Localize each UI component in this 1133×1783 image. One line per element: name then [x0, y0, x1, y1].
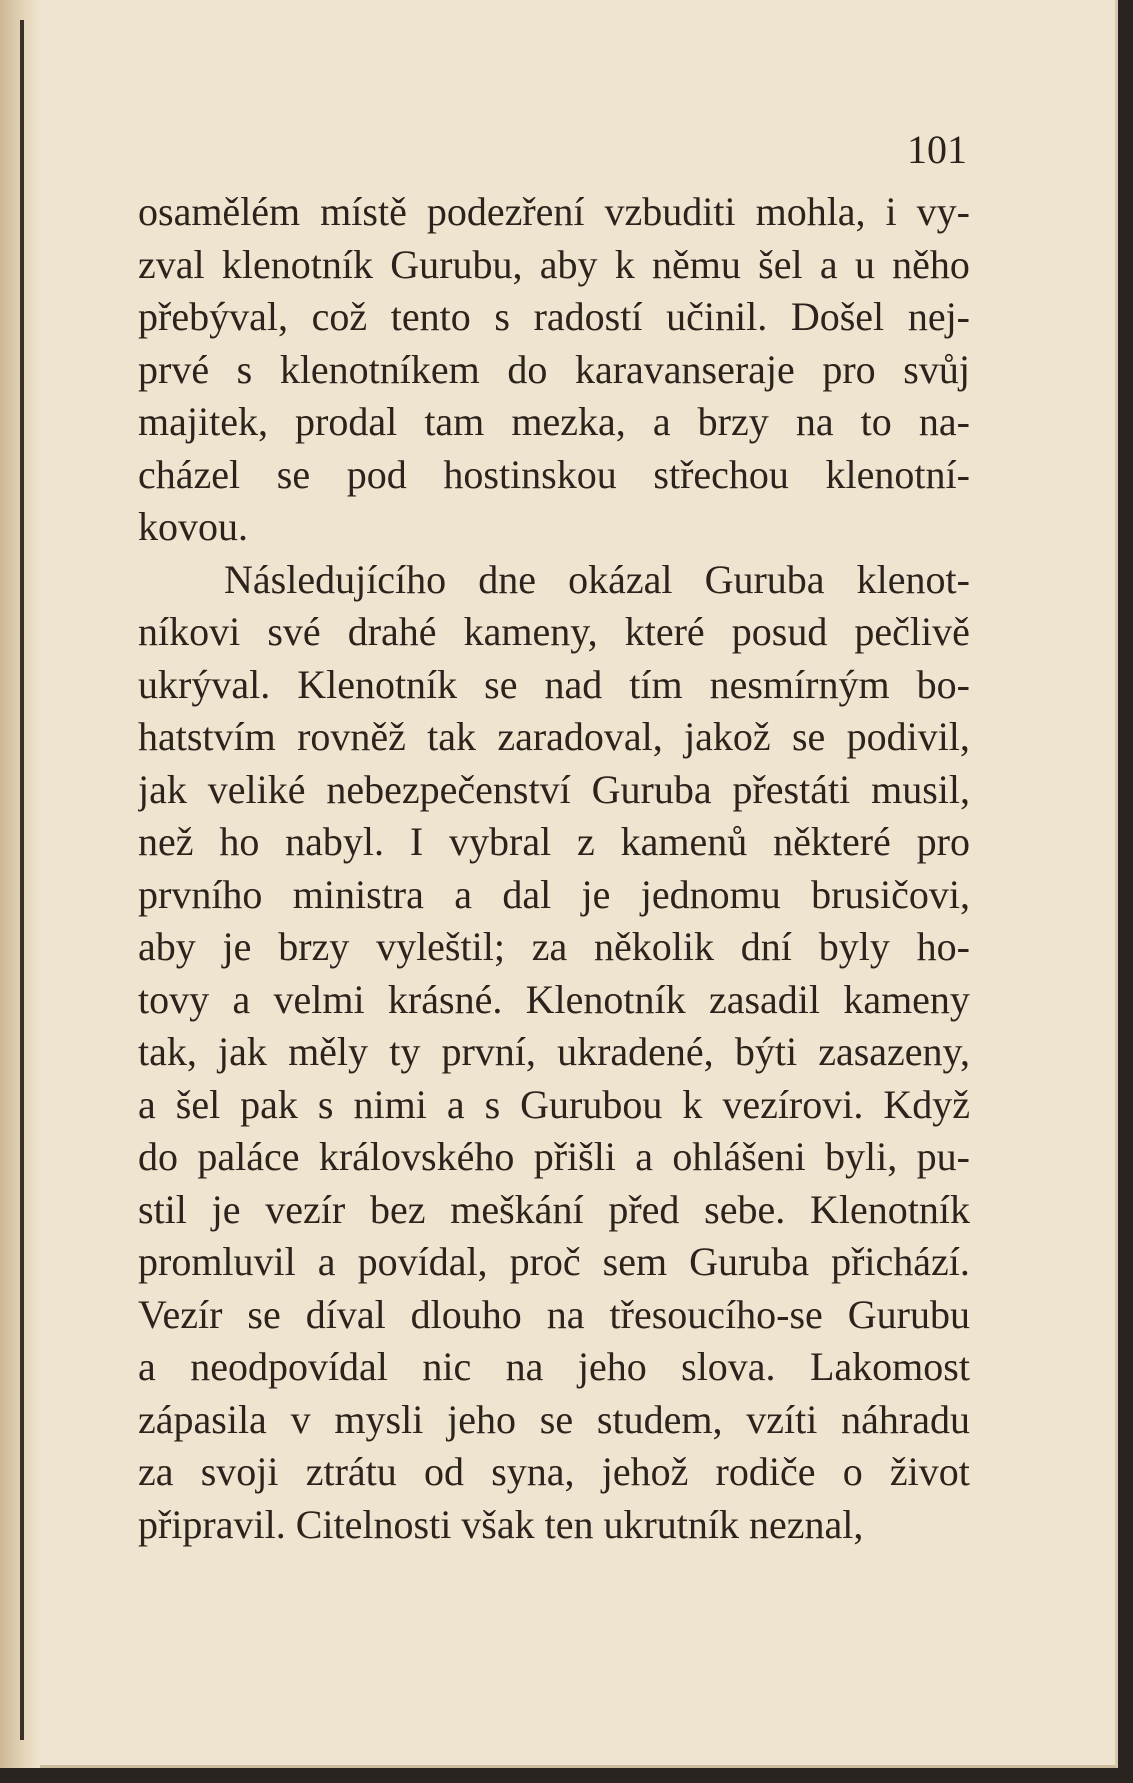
text-word: prodal	[295, 399, 398, 444]
text-word: díval	[305, 1291, 386, 1337]
text-word: studem,	[596, 1396, 723, 1442]
text-line: kovou.	[138, 504, 248, 549]
text-word: vzbuditi	[604, 189, 736, 234]
text-word: proč	[509, 1239, 581, 1284]
text-word: je	[222, 924, 252, 969]
text-line: připravil. Citelnosti však ten ukrutník neznal,	[138, 1501, 864, 1547]
text-line	[138, 1131, 970, 1184]
text-word: velmi	[273, 976, 365, 1022]
text-word: zval	[138, 241, 205, 287]
text-word: kameny	[843, 976, 970, 1022]
text-word: od	[423, 1449, 464, 1494]
text-word: královského	[318, 1134, 515, 1179]
text-word: dní	[740, 924, 792, 969]
text-word: s	[236, 346, 253, 392]
text-word: musil,	[871, 766, 970, 812]
text-word: je	[581, 871, 611, 917]
text-word: první,	[441, 1029, 536, 1074]
text-word: I	[409, 819, 424, 864]
text-word: tím	[629, 661, 683, 707]
text-word: mezka,	[511, 399, 626, 444]
text-word: býti	[734, 1029, 798, 1074]
text-word: střechou	[653, 451, 789, 497]
text-word: v	[290, 1396, 311, 1442]
text-word: což	[311, 294, 368, 339]
text-word: němu	[652, 241, 741, 287]
text-word: nimi	[353, 1081, 427, 1127]
text-word: s	[317, 1081, 334, 1127]
text-line	[138, 554, 970, 607]
text-line	[138, 606, 970, 659]
text-line	[138, 1184, 970, 1237]
text-word: Když	[883, 1081, 970, 1127]
text-word: ty	[389, 1029, 421, 1074]
text-word: hatstvím	[138, 714, 276, 759]
text-word: stil	[138, 1186, 187, 1232]
text-word: se	[247, 1291, 281, 1337]
text-word: tento	[390, 294, 471, 339]
text-word: svoji	[200, 1449, 279, 1494]
text-word: bez	[369, 1186, 426, 1232]
text-word: tam	[424, 399, 485, 444]
text-word: zasadil	[708, 976, 820, 1022]
text-word: několik	[594, 924, 715, 969]
text-word: k	[682, 1081, 703, 1127]
text-word: meškání	[450, 1186, 584, 1232]
text-word: kamenů	[620, 819, 748, 864]
text-word: ministra	[292, 871, 424, 917]
text-word: nesmírným	[709, 661, 890, 707]
text-word: mohla,	[755, 189, 866, 234]
text-word: rodiče	[715, 1449, 816, 1494]
text-word: ohlášeni	[672, 1134, 806, 1179]
text-word: šel	[758, 241, 803, 287]
text-word: a	[317, 1239, 336, 1284]
text-word: a	[819, 241, 838, 287]
text-word: místě	[320, 189, 407, 234]
text-word: bo-	[916, 661, 970, 707]
text-word: pečlivě	[854, 609, 970, 654]
text-word: podezření	[426, 189, 585, 234]
text-word: prvé	[138, 346, 210, 392]
text-line	[138, 344, 970, 397]
text-word: slova.	[681, 1344, 776, 1389]
text-word: do	[507, 346, 548, 392]
text-word: vy-	[916, 189, 970, 234]
text-word: zaradoval,	[497, 714, 663, 759]
text-word: je	[211, 1186, 241, 1232]
text-word: osamělém	[138, 189, 301, 234]
text-line	[138, 711, 970, 764]
text-word: které	[624, 609, 705, 654]
text-word: své	[267, 609, 321, 654]
text-word: za	[531, 924, 568, 969]
text-word: jakož	[684, 714, 771, 759]
text-word: a	[446, 1081, 465, 1127]
text-line	[138, 449, 970, 502]
text-word: o	[842, 1449, 863, 1494]
text-word: vybral	[449, 819, 552, 864]
text-word: krásné.	[387, 976, 503, 1022]
text-word: zasazeny,	[818, 1029, 970, 1074]
text-word: tak	[427, 714, 477, 759]
text-word: Klenotník	[297, 661, 458, 707]
text-word: svůj	[903, 346, 970, 392]
text-word: dne	[478, 556, 537, 602]
text-word: Gurubou	[520, 1081, 663, 1127]
text-word: byli,	[825, 1134, 898, 1179]
text-line	[138, 659, 970, 712]
text-word: vyleštil;	[376, 924, 505, 969]
text-line	[138, 291, 970, 344]
text-word: jeho	[577, 1344, 647, 1389]
text-word: vezírovi.	[722, 1081, 864, 1127]
text-word: přišli	[533, 1134, 616, 1179]
text-word: jak	[138, 766, 187, 812]
text-word: byly	[818, 924, 890, 969]
text-word: na	[505, 1344, 544, 1389]
text-word: sebe.	[704, 1186, 786, 1232]
text-word: aby	[138, 924, 196, 969]
text-word: a	[454, 871, 472, 917]
text-word: Klenotník	[525, 976, 686, 1022]
body-text	[138, 186, 970, 1551]
text-word: cházel	[138, 451, 241, 497]
text-word: k	[614, 241, 635, 287]
text-word: drahé	[347, 609, 437, 654]
text-line	[138, 921, 970, 974]
text-word: to	[860, 399, 892, 444]
text-word: paláce	[197, 1134, 300, 1179]
text-word: na	[546, 1291, 585, 1337]
text-line	[138, 974, 970, 1027]
text-word: klenotní-	[825, 451, 970, 497]
text-word: jak	[218, 1029, 267, 1074]
text-word: Vezír	[138, 1291, 223, 1337]
text-word: za	[138, 1449, 174, 1494]
text-word: Lakomost	[809, 1344, 970, 1389]
text-word: a	[652, 399, 671, 444]
text-word: zápasila	[138, 1396, 267, 1442]
text-word: brzy	[278, 924, 350, 969]
text-word: přestáti	[732, 766, 851, 812]
text-word: vezír	[265, 1186, 346, 1232]
text-word: učinil.	[666, 294, 768, 339]
text-word: s	[484, 1081, 501, 1127]
text-word: život	[889, 1449, 970, 1494]
text-word: se	[539, 1396, 574, 1442]
text-word: dlouho	[410, 1291, 522, 1337]
text-line	[138, 1446, 970, 1499]
page-number: 101	[907, 127, 967, 172]
text-word: Guruba	[591, 766, 712, 812]
text-word: ukrýval.	[138, 661, 271, 707]
text-word: dal	[502, 871, 552, 917]
text-word: nej-	[907, 294, 970, 339]
text-word: šel	[175, 1081, 221, 1127]
binding-edge-line	[20, 20, 24, 1740]
text-word: se	[791, 714, 826, 759]
text-word: povídal,	[357, 1239, 488, 1284]
text-line	[138, 186, 970, 239]
text-word: u	[854, 241, 875, 287]
text-word: na-	[918, 399, 970, 444]
text-word: měly	[288, 1029, 369, 1074]
text-word: Došel	[790, 294, 885, 339]
text-word: něho	[892, 241, 970, 287]
text-word: sem	[602, 1239, 668, 1284]
text-word: třesoucího-se	[609, 1291, 823, 1337]
text-word: na	[795, 399, 834, 444]
text-word: ukradené,	[557, 1029, 714, 1074]
text-word: s	[494, 294, 510, 339]
text-word: veliké	[207, 766, 306, 812]
text-line	[138, 869, 970, 922]
text-word: některé	[773, 819, 891, 864]
text-word: podivil,	[846, 714, 970, 759]
text-word: pro	[822, 346, 876, 392]
text-word: pod	[346, 451, 407, 497]
text-word: i	[885, 189, 897, 234]
text-word: z	[577, 819, 595, 864]
text-line	[138, 1026, 970, 1079]
text-word: než	[138, 819, 194, 864]
text-line	[138, 1394, 970, 1447]
text-line	[138, 1341, 970, 1394]
text-word: a	[232, 976, 251, 1022]
text-word: jeho	[447, 1396, 516, 1442]
text-line	[138, 1079, 970, 1132]
text-word: nic	[422, 1344, 472, 1389]
text-word: a	[138, 1344, 156, 1389]
text-word: vzíti	[746, 1396, 818, 1442]
text-word: tak,	[138, 1029, 197, 1074]
text-word: radostí	[533, 294, 643, 339]
text-word: prvního	[138, 871, 263, 917]
text-word: klenotník	[221, 241, 373, 287]
text-word: se	[484, 661, 518, 707]
text-word: pak	[240, 1081, 298, 1127]
text-word: a	[138, 1081, 156, 1127]
text-word: přebýval,	[138, 294, 288, 339]
text-word: a	[635, 1134, 654, 1179]
text-word: okázal	[568, 556, 673, 602]
text-word: posud	[731, 609, 828, 654]
text-line	[138, 1289, 970, 1342]
text-word: přichází.	[831, 1239, 970, 1284]
text-word: syna,	[491, 1449, 575, 1494]
text-word: ho-	[916, 924, 970, 969]
text-line	[138, 1236, 970, 1289]
text-word: klenot-	[856, 556, 970, 602]
text-word: níkovi	[138, 609, 241, 654]
page-binding-shadow	[0, 0, 40, 1768]
text-word: aby	[539, 241, 598, 287]
text-word: karavanseraje	[574, 346, 795, 392]
text-word: nabyl.	[285, 819, 385, 864]
text-word: se	[276, 451, 311, 497]
text-word: promluvil	[138, 1239, 296, 1284]
text-word: majitek,	[138, 399, 268, 444]
text-word: jednomu	[640, 871, 781, 917]
text-word: pu-	[916, 1134, 970, 1179]
text-word: Gurubu	[847, 1291, 970, 1337]
text-line	[138, 239, 970, 292]
text-word: ho	[219, 819, 260, 864]
text-word: neodpovídal	[190, 1344, 388, 1389]
text-word: Klenotník	[809, 1186, 970, 1232]
text-word: jehož	[601, 1449, 689, 1494]
text-word: kameny,	[463, 609, 598, 654]
text-word: pro	[916, 819, 970, 864]
text-line	[138, 764, 970, 817]
text-word: před	[608, 1186, 680, 1232]
text-word: Následujícího	[224, 556, 447, 602]
text-word: Guruba	[704, 556, 825, 602]
text-word: Guruba	[689, 1239, 810, 1284]
text-word: Gurubu,	[390, 241, 523, 287]
text-word: do	[138, 1134, 178, 1179]
text-word: brzy	[697, 399, 769, 444]
text-word: tovy	[138, 976, 210, 1022]
text-word: rovněž	[297, 714, 406, 759]
text-word: klenotníkem	[279, 346, 480, 392]
text-word: mysli	[334, 1396, 424, 1442]
text-word: nad	[544, 661, 603, 707]
text-word: náhradu	[841, 1396, 970, 1442]
text-word: hostinskou	[443, 451, 617, 497]
text-word: nebezpečenství	[326, 766, 571, 812]
text-line	[138, 396, 970, 449]
text-word: ztrátu	[305, 1449, 397, 1494]
text-line	[138, 816, 970, 869]
text-word: brusičovi,	[811, 871, 970, 917]
